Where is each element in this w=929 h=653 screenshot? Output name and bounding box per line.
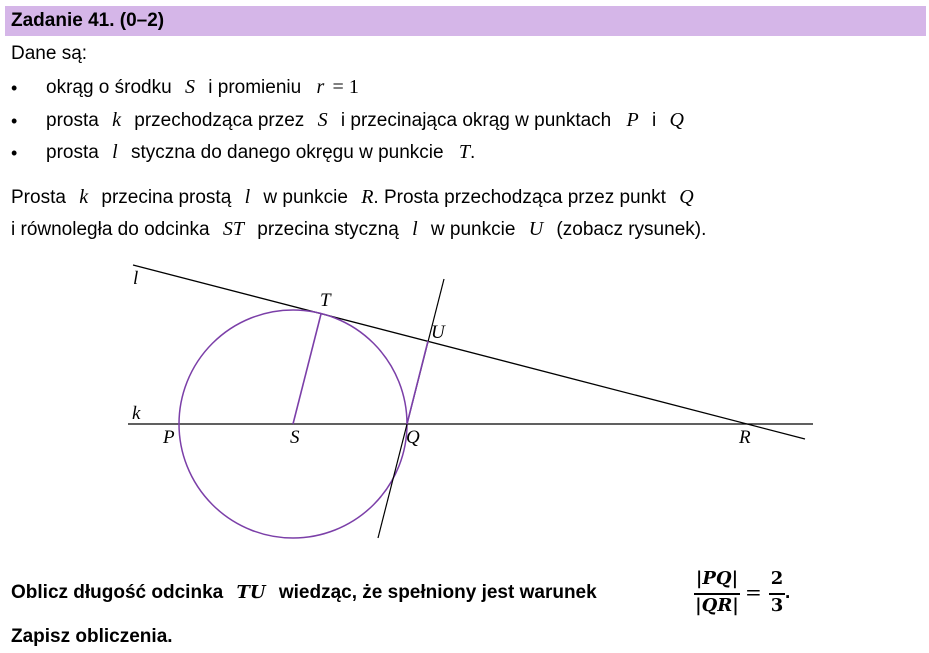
bullet-1-marker: •	[11, 78, 18, 98]
label-P: P	[163, 427, 175, 448]
label-T: T	[320, 290, 331, 311]
footer-instruction: Zapisz obliczenia.	[11, 626, 173, 647]
equals-sign: =	[745, 580, 762, 604]
label-l: l	[133, 268, 139, 289]
value-numerator: 2	[770, 568, 784, 589]
value-denominator: 3	[770, 595, 784, 616]
label-S: S	[290, 427, 300, 448]
bullet-3-marker: •	[11, 143, 18, 163]
value-fraction	[767, 566, 787, 620]
label-R: R	[739, 427, 751, 448]
bullet-1: okrąg o środku S i promieniu r = 1	[46, 76, 359, 98]
paragraph-line-1: Prosta k przecina prostą l w punkcie R. Prosta przechodząca przez punkt Q	[11, 186, 694, 208]
task-instruction: Oblicz długość odcinka TU wiedząc, że spełniony jest warunek	[11, 582, 597, 603]
ratio-numerator: |PQ|	[695, 568, 739, 589]
segment-QU	[407, 341, 428, 424]
bullet-3: prosta l styczna do danego okręgu w punkcie T.	[46, 141, 476, 163]
bullet-2-marker: •	[11, 111, 18, 131]
intro-text: Dane są:	[11, 43, 88, 64]
ratio-denominator: |QR|	[695, 595, 739, 616]
task-period: .	[785, 582, 791, 603]
label-Q: Q	[406, 427, 420, 448]
ratio-fraction	[693, 566, 741, 620]
bullet-2: prosta k przechodząca przez S i przecinająca okrąg w punktach P i Q	[46, 109, 684, 131]
label-k: k	[132, 403, 141, 424]
paragraph-line-2: i równoległa do odcinka ST przecina styczną l w punkcie U (zobacz rysunek).	[11, 218, 707, 240]
task-title: Zadanie 41. (0–2)	[11, 10, 165, 31]
tangent-line-l	[133, 265, 805, 439]
label-U: U	[431, 322, 445, 343]
segment-ST	[293, 314, 321, 424]
